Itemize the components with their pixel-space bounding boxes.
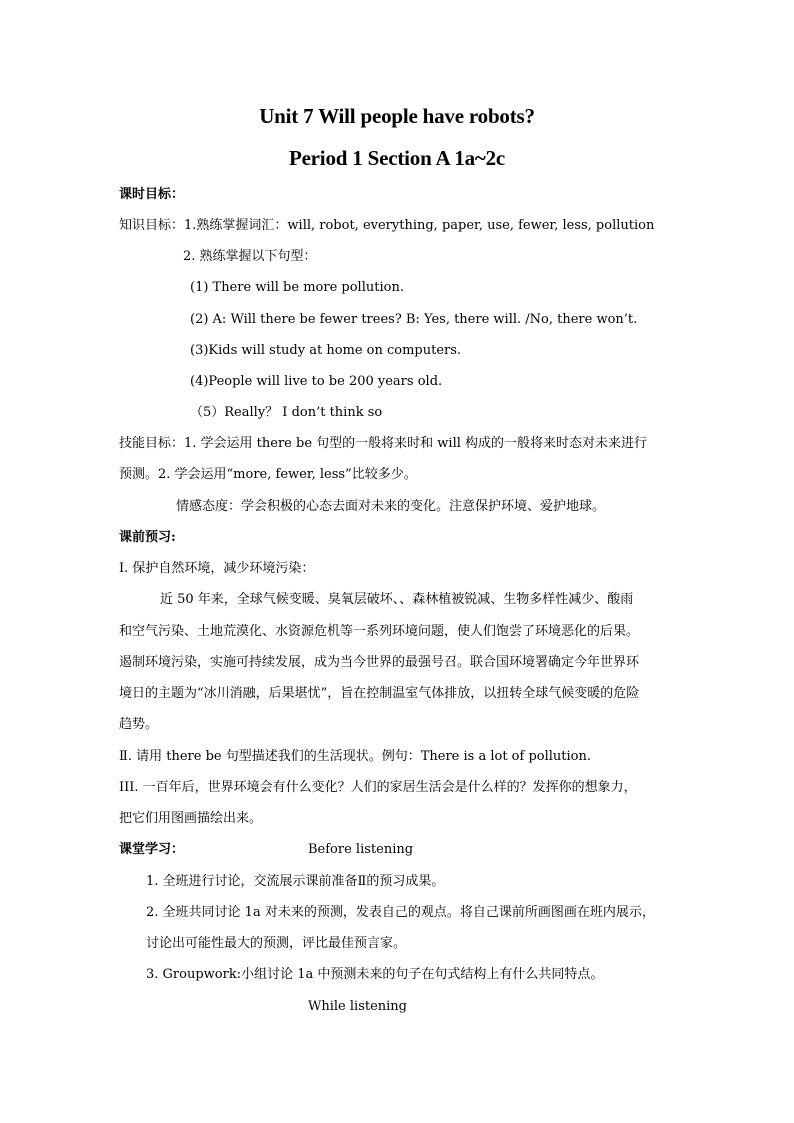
preview-heading: 课前预习: (119, 530, 176, 545)
objectives-heading: 课时目标： (119, 187, 185, 202)
preview-paragraph-line: 和空气污染、土地荒漠化、水资源危机等一系列环境问题，使人们饱尝了环境恶化的后果。 (119, 624, 640, 639)
sentence-item: （5）Really？ I don’t think so (190, 405, 383, 420)
knowledge-goal: 知识目标：1.熟练掌握词汇：will, robot, everything, paper, use, fewer, less, pollution (119, 218, 655, 233)
before-listening-label: Before listening (308, 842, 414, 857)
skill-goal-line: 预测。2. 学会运用“more, fewer, less”比较多少。 (119, 467, 417, 482)
sentence-item: (3)Kids will study at home on computers. (190, 343, 462, 358)
while-listening-label: While listening (308, 999, 408, 1014)
preview-paragraph-line: 趋势。 (119, 717, 159, 732)
unit-title: Unit 7 Will people have robots? (259, 104, 535, 128)
preview-paragraph-line: 境日的主题为“冰川消融，后果堪忧”，旨在控制温室气体排放，以扭转全球气候变暖的危险 (119, 686, 640, 701)
class-item: 2. 全班共同讨论 1a 对未来的预测，发表自己的观点。将自己课前所画图画在班内展示， (146, 905, 655, 920)
class-study-heading: 课堂学习： (119, 842, 185, 857)
preview-paragraph-line: 遏制环境污染，实施可持续发展，成为当今世界的最强号召。联合国环境署确定今年世界环 (119, 655, 640, 670)
sentence-pattern-intro: 2. 熟练掌握以下句型： (183, 249, 317, 264)
preview-paragraph-line: 近 50 年来，全球气候变暖、臭氧层破坏、、森林植被锐减、生物多样性减少、酸雨 (160, 592, 634, 607)
preview-item-1: Ⅰ. 保护自然环境，减少环境污染： (119, 561, 315, 576)
class-item: 3. Groupwork:小组讨论 1a 中预测未来的句子在句式结构上有什么共同特点。 (146, 967, 604, 982)
preview-item-3-continued: 把它们用图画描绘出来。 (119, 811, 263, 826)
preview-item-2: Ⅱ. 请用 there be 句型描述我们的生活现状。例句：There is a lot of pollution. (119, 749, 591, 764)
preview-item-3: III. 一百年后，世界环境会有什么变化？人们的家居生活会是什么样的？发挥你的想象力， (119, 780, 637, 795)
class-item-continued: 讨论出可能性最大的预测，评比最佳预言家。 (146, 936, 407, 951)
emotion-goal: 情感态度：学会积极的心态去面对未来的变化。注意保护环境、爱护地球。 (176, 499, 606, 514)
sentence-item: (1) There will be more pollution. (190, 280, 404, 295)
sentence-item: (4)People will live to be 200 years old. (190, 374, 443, 389)
class-item: 1. 全班进行讨论，交流展示课前准备Ⅱ的预习成果。 (146, 874, 445, 889)
skill-goal-line: 技能目标：1. 学会运用 there be 句型的一般将来时和 will 构成的一般将来时态对未来进行 (119, 436, 648, 451)
sentence-item: (2) A: Will there be fewer trees? B: Yes, there will. /No, there won’t. (190, 312, 638, 327)
period-subtitle: Period 1 Section A 1a~2c (288, 146, 506, 170)
